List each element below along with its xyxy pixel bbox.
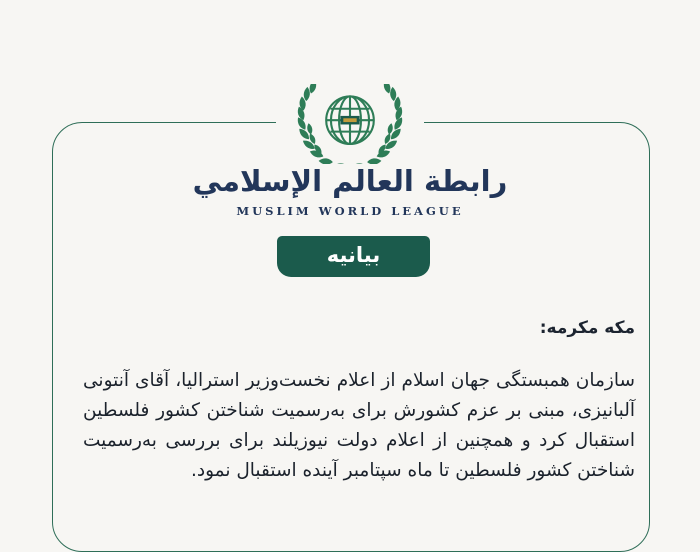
laurel-wreath-globe-icon <box>270 84 430 164</box>
organization-header <box>0 84 700 218</box>
location-heading: مکه مکرمه: <box>539 318 635 338</box>
statement-banner <box>277 236 430 277</box>
banner-label: بیانیه <box>326 242 381 267</box>
statement-body: سازمان همبستگی جهان اسلام از اعلام نخست‌وزیر استرالیا، آقای آنتونی آلبانیزی، مبنی بر عزم کشورش برای به‌رسمیت شناختن کشور فلسطین استقبال کرد و همچنین از اعلام دولت نیوزیلند برای بررسی به‌رسمیت شناختن کشور فلسطین تا ماه سپتامبر آینده استقبال نمود. <box>83 370 635 481</box>
org-name-english: MUSLIM WORLD LEAGUE <box>236 203 464 218</box>
org-name-arabic-calligraphy: رابطة العالم الإسلامي <box>192 164 508 198</box>
